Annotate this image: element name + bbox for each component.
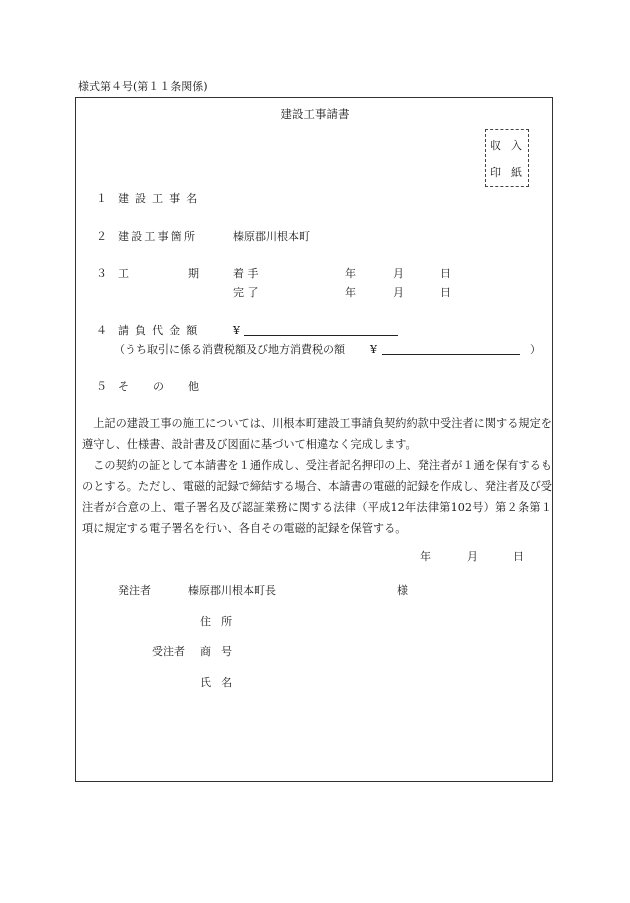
tax-amount-blank[interactable] [382, 343, 520, 355]
item-number: ４ [96, 324, 107, 337]
stamp-char: 紙 [511, 166, 522, 179]
amount-blank[interactable] [244, 324, 398, 336]
item-label-period: 工 [118, 267, 129, 280]
form-number: 様式第４号(第１１条関係) [78, 80, 208, 93]
end-year: 年 [345, 286, 356, 299]
start-year: 年 [345, 267, 356, 280]
start-month: 月 [393, 267, 404, 280]
orderer-name: 榛原郡川根本町長 [188, 584, 276, 597]
revenue-stamp-box [485, 129, 529, 187]
date-year: 年 [420, 550, 431, 563]
amount-yen-sign: ¥ [233, 324, 240, 337]
item-number: ５ [96, 380, 107, 393]
orderer-honorific: 様 [397, 584, 408, 597]
item-label-other: そ [118, 380, 129, 393]
contractor-person-label: 氏 名 [200, 676, 236, 689]
body-text [82, 413, 552, 539]
item-label-other: 他 [188, 380, 199, 393]
item-number: １ [96, 192, 107, 205]
document-title: 建設工事請書 [280, 107, 350, 121]
paragraph-compliance: 上記の建設工事の施工については、川根本町建設工事請負契約約款中受注者に関する規定を遵守し、仕様書、設計書及び図面に基づいて相違なく完成します。 [82, 417, 552, 451]
date-month: 月 [467, 550, 478, 563]
tax-yen-sign: ¥ [370, 343, 377, 356]
end-label: 完 了 [233, 286, 259, 299]
construction-site-value: 榛原郡川根本町 [233, 230, 310, 243]
item-label-period: 期 [188, 267, 199, 280]
contractor-address-label: 住 所 [200, 615, 236, 628]
item-label-construction-name: 建設工事名 [118, 192, 204, 205]
item-label-construction-site: 建設工事箇所 [118, 230, 198, 243]
item-number: ２ [96, 230, 107, 243]
contractor-label: 受注者 [152, 645, 185, 658]
stamp-char: 入 [511, 139, 522, 152]
start-label: 着 手 [233, 267, 259, 280]
stamp-char: 印 [490, 166, 501, 179]
contractor-trade-name-label: 商 号 [200, 645, 236, 658]
end-day: 日 [440, 286, 451, 299]
date-day: 日 [513, 550, 524, 563]
tax-label: （うち取引に係る消費税額及び地方消費税の額 [114, 343, 345, 356]
end-month: 月 [393, 286, 404, 299]
item-label-contract-amount: 請負代金額 [118, 324, 204, 337]
item-number: ３ [96, 267, 107, 280]
tax-close-paren: ） [530, 343, 541, 356]
paragraph-execution: この契約の証として本請書を１通作成し、受注者記名押印の上、発注者が１通を保有するものとする。ただし、電磁的記録で締結する場合、本請書の電磁的記録を作成し、発注者及び受注者が合意の上、電子署名及び認証業務に関する法律（平成12年法律第102号）第２条第１項に規定する電子署名を行い、各自その電磁的記録を保管する。 [82, 459, 552, 535]
item-label-other: の [153, 380, 164, 393]
start-day: 日 [440, 267, 451, 280]
stamp-char: 収 [490, 139, 501, 152]
orderer-label: 発注者 [118, 584, 151, 597]
